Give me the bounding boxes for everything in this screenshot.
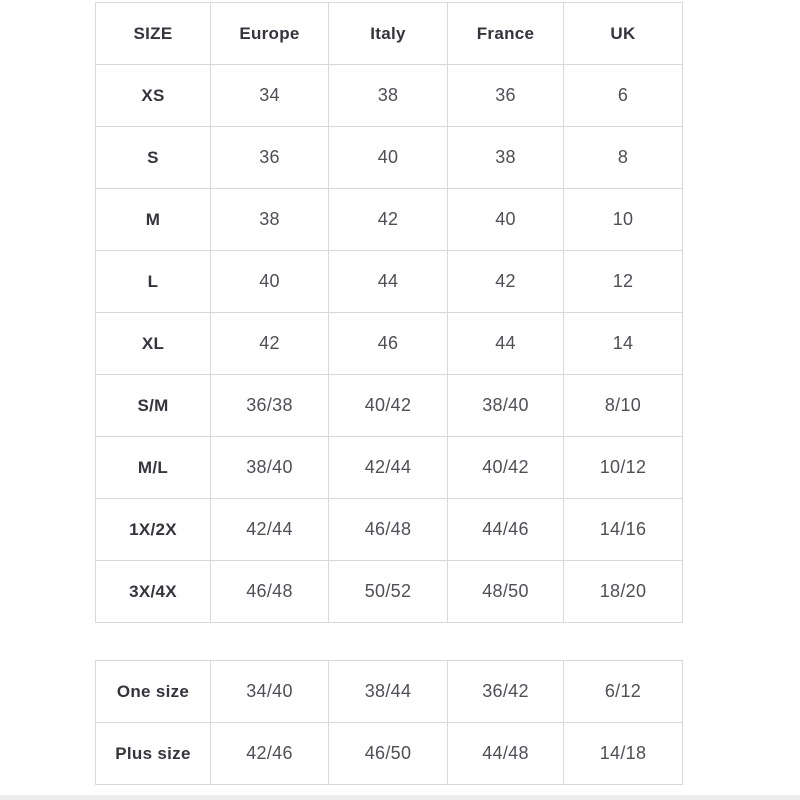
size-value: 48/50 — [448, 561, 564, 623]
size-value: 42 — [211, 313, 329, 375]
table-header — [96, 3, 683, 65]
table-row — [96, 561, 683, 623]
size-value: 38/40 — [448, 375, 564, 437]
size-value: 36/42 — [448, 661, 564, 723]
size-value: 36/38 — [211, 375, 329, 437]
size-value: 44/46 — [448, 499, 564, 561]
size-value: 38/44 — [329, 661, 448, 723]
size-label: One size — [96, 661, 211, 723]
size-value: 34 — [211, 65, 329, 127]
table-row — [96, 313, 683, 375]
one-size-plus-size-table — [95, 660, 683, 785]
column-header-france: France — [448, 3, 564, 65]
table-row — [96, 661, 683, 723]
table-row — [96, 251, 683, 313]
size-value: 14/16 — [564, 499, 683, 561]
size-label: M/L — [96, 437, 211, 499]
size-value: 6 — [564, 65, 683, 127]
size-value: 46 — [329, 313, 448, 375]
size-value: 42 — [448, 251, 564, 313]
size-value: 46/50 — [329, 723, 448, 785]
size-conversion-table — [95, 2, 683, 623]
size-value: 12 — [564, 251, 683, 313]
table-row — [96, 723, 683, 785]
horizontal-scrollbar-track[interactable] — [0, 795, 800, 800]
size-label: S — [96, 127, 211, 189]
size-value: 40/42 — [448, 437, 564, 499]
size-label: M — [96, 189, 211, 251]
column-header-size: SIZE — [96, 3, 211, 65]
size-value: 10/12 — [564, 437, 683, 499]
size-label: Plus size — [96, 723, 211, 785]
size-value: 42/46 — [211, 723, 329, 785]
column-header-uk: UK — [564, 3, 683, 65]
table-body — [96, 65, 683, 623]
size-value: 42 — [329, 189, 448, 251]
size-value: 40 — [329, 127, 448, 189]
size-value: 38 — [211, 189, 329, 251]
table-row — [96, 437, 683, 499]
size-value: 44 — [329, 251, 448, 313]
size-label: S/M — [96, 375, 211, 437]
size-value: 6/12 — [564, 661, 683, 723]
size-value: 18/20 — [564, 561, 683, 623]
size-value: 40 — [211, 251, 329, 313]
size-value: 42/44 — [211, 499, 329, 561]
size-value: 50/52 — [329, 561, 448, 623]
size-label: 1X/2X — [96, 499, 211, 561]
extra-table-body — [96, 661, 683, 785]
table-row — [96, 65, 683, 127]
table-row — [96, 499, 683, 561]
size-label: XS — [96, 65, 211, 127]
table-row — [96, 127, 683, 189]
size-value: 34/40 — [211, 661, 329, 723]
size-value: 38/40 — [211, 437, 329, 499]
size-value: 40/42 — [329, 375, 448, 437]
size-value: 46/48 — [211, 561, 329, 623]
size-label: L — [96, 251, 211, 313]
size-value: 44 — [448, 313, 564, 375]
size-value: 46/48 — [329, 499, 448, 561]
size-value: 8 — [564, 127, 683, 189]
size-value: 42/44 — [329, 437, 448, 499]
table-row — [96, 375, 683, 437]
size-label: XL — [96, 313, 211, 375]
size-value: 8/10 — [564, 375, 683, 437]
size-value: 36 — [211, 127, 329, 189]
size-value: 14/18 — [564, 723, 683, 785]
size-value: 40 — [448, 189, 564, 251]
size-value: 14 — [564, 313, 683, 375]
size-value: 38 — [448, 127, 564, 189]
table-area — [95, 2, 683, 785]
column-header-europe: Europe — [211, 3, 329, 65]
size-label: 3X/4X — [96, 561, 211, 623]
size-value: 38 — [329, 65, 448, 127]
size-value: 10 — [564, 189, 683, 251]
column-header-italy: Italy — [329, 3, 448, 65]
size-value: 44/48 — [448, 723, 564, 785]
header-row — [96, 3, 683, 65]
table-row — [96, 189, 683, 251]
size-value: 36 — [448, 65, 564, 127]
